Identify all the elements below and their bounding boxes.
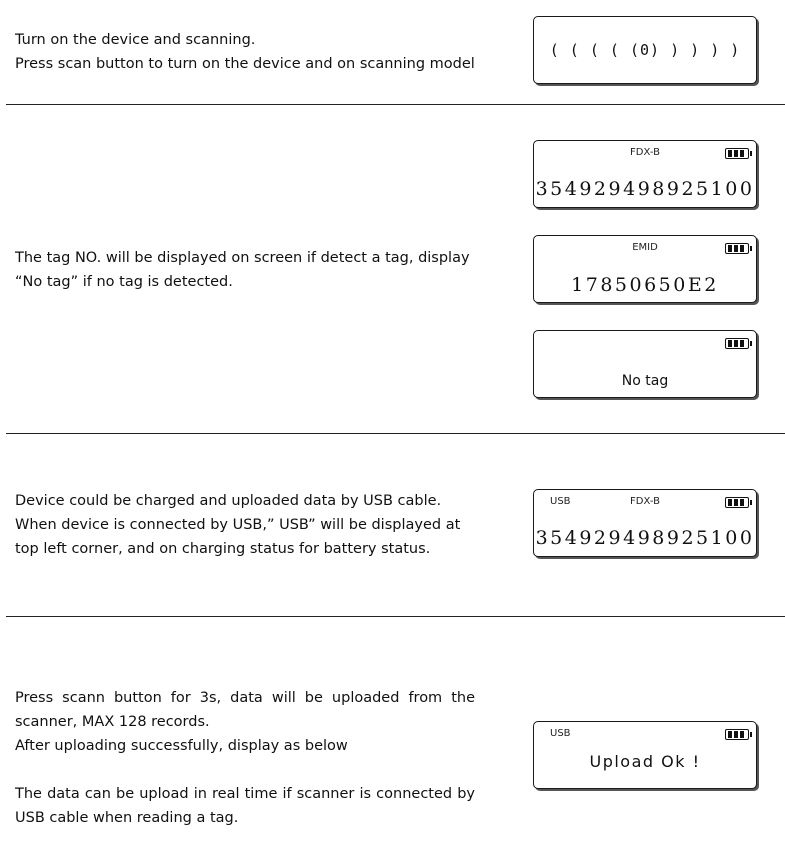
instruction-line: Turn on the device and scanning. bbox=[15, 32, 256, 48]
protocol-label: FDX-B bbox=[630, 496, 660, 507]
battery-icon bbox=[725, 243, 749, 254]
lcd-upload-display bbox=[533, 721, 757, 789]
upload-instructions bbox=[15, 686, 475, 830]
status-message: Upload Ok ! bbox=[589, 752, 701, 771]
power-on-instructions bbox=[15, 28, 475, 76]
battery-icon bbox=[725, 148, 749, 159]
section-power-on bbox=[0, 0, 785, 106]
instruction-line: The data can be upload in real time if scanner is connected by USB cable when reading a tag. bbox=[15, 786, 475, 826]
section-upload bbox=[0, 618, 785, 844]
instruction-line: Device could be charged and uploaded data by USB cable. bbox=[15, 493, 442, 509]
instruction-line: Press scann button for 3s, data will be uploaded from the scanner, MAX 128 records. bbox=[15, 690, 475, 730]
usb-indicator: USB bbox=[550, 728, 571, 739]
status-message: No tag bbox=[621, 373, 669, 389]
protocol-label: EMID bbox=[632, 242, 658, 253]
lcd-emid-display bbox=[533, 235, 757, 303]
battery-icon bbox=[725, 338, 749, 349]
section-tag-display bbox=[0, 106, 785, 434]
usb-charging-instructions bbox=[15, 489, 475, 561]
tag-number: 354929498925100 bbox=[535, 178, 755, 200]
instruction-line: When device is connected by USB,” USB” will be displayed at top left corner, and on charging status for battery status. bbox=[15, 517, 461, 557]
tag-display-instructions bbox=[15, 246, 475, 294]
section-divider bbox=[6, 616, 785, 617]
lcd-no-tag-display bbox=[533, 330, 757, 398]
protocol-label: FDX-B bbox=[630, 147, 660, 158]
lcd-fdxb-display bbox=[533, 140, 757, 208]
lcd-usb-display bbox=[533, 489, 757, 557]
battery-icon bbox=[725, 729, 749, 740]
instruction-line: The tag NO. will be displayed on screen if detect a tag, display “No tag” if no tag is detected. bbox=[15, 250, 470, 290]
section-divider bbox=[6, 104, 785, 105]
battery-icon bbox=[725, 497, 749, 508]
scanning-indicator: ( ( ( ( (0) ) ) ) ) bbox=[549, 41, 741, 59]
usb-indicator: USB bbox=[550, 496, 571, 507]
section-usb-charging bbox=[0, 434, 785, 616]
instruction-line: Press scan button to turn on the device and on scanning model bbox=[15, 56, 475, 72]
tag-number: 17850650E2 bbox=[571, 274, 719, 296]
instruction-line: After uploading successfully, display as below bbox=[15, 738, 348, 754]
tag-number: 354929498925100 bbox=[535, 527, 755, 549]
lcd-scanning-display bbox=[533, 16, 757, 84]
